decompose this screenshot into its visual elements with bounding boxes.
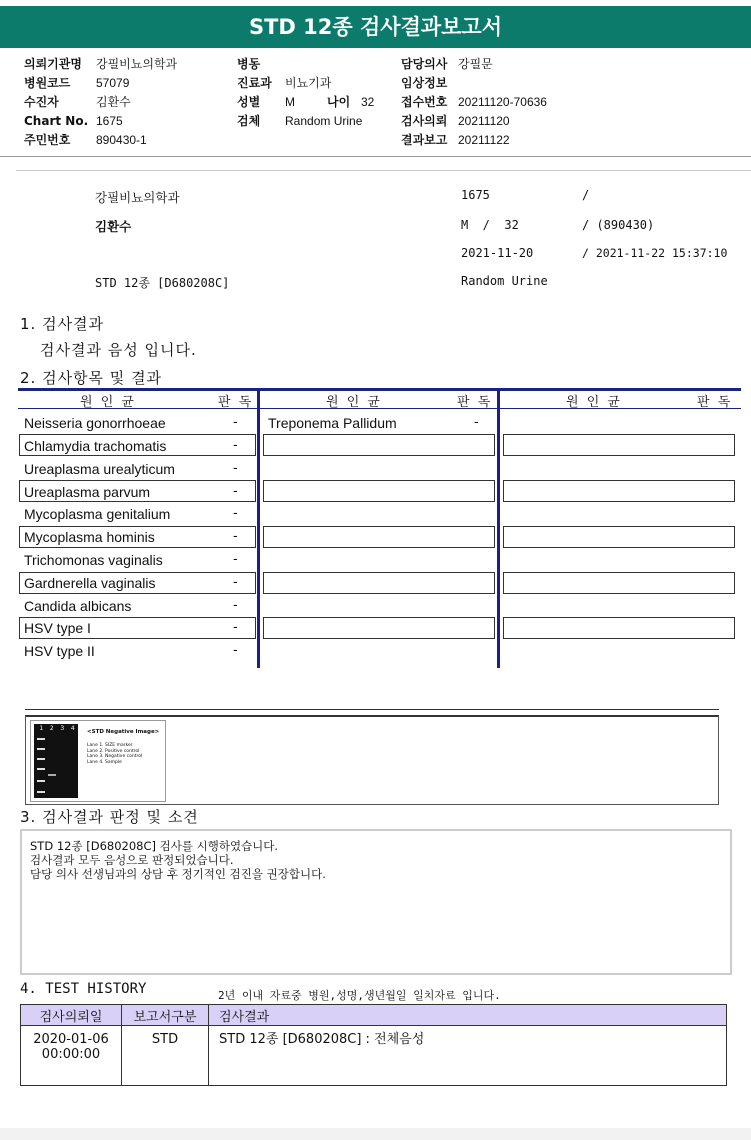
gel-lane-number: 3 (60, 725, 65, 732)
gel-band (37, 738, 45, 740)
pathogen-name: Ureaplasma parvum (24, 484, 151, 500)
gel-lane-number: 2 (49, 725, 54, 732)
pathogen-result: - (233, 575, 238, 590)
row-box (263, 526, 495, 548)
pathogen-result: - (233, 506, 238, 521)
gel-lane-number: 4 (70, 725, 75, 732)
gel-legend-item: Lane 1. SIZE marker (87, 743, 133, 748)
header-value: 20211120-70636 (458, 95, 547, 109)
header-label: 병원코드 (24, 76, 71, 90)
pathogen-result: - (233, 461, 238, 476)
section-3-title: 3. 검사결과 판정 및 소견 (20, 808, 199, 826)
pathogen-result: - (233, 643, 238, 658)
header-value: 강필문 (458, 57, 493, 71)
history-type: STD (122, 1026, 209, 1086)
gel-legend-item: Lane 2. Positive control (87, 748, 140, 754)
info-request-date: 2021-11-20 (461, 246, 534, 260)
header-value: M (285, 95, 295, 109)
history-header-row (21, 1005, 727, 1026)
info-hospital: 강필비뇨의학과 (95, 190, 180, 205)
header-label: 주민번호 (24, 133, 71, 147)
info-report-date: / 2021-11-22 15:37:10 (582, 246, 728, 260)
comment-line: 검사결과 모두 음성으로 판정되었습니다. (30, 853, 234, 867)
pathogen-result: - (233, 484, 238, 499)
history-date: 2020-01-06 (33, 1032, 109, 1047)
image-divider (25, 709, 719, 710)
header-value: 강필비뇨의학과 (96, 57, 178, 71)
row-box (503, 434, 735, 456)
row-box (263, 617, 495, 639)
history-time: 00:00:00 (41, 1047, 101, 1062)
comment-box (20, 829, 732, 975)
pathogen-name: Treponema Pallidum (268, 415, 397, 431)
pathogen-result: - (233, 620, 238, 635)
result-summary: 검사결과 음성 입니다. (40, 341, 197, 359)
pathogen-result: - (233, 529, 238, 544)
row-box (263, 434, 495, 456)
row-box (503, 572, 735, 594)
col-header-result: 판 독 (697, 395, 733, 410)
pathogen-result: - (233, 598, 238, 613)
pathogen-name: Neisseria gonorrhoeae (24, 415, 166, 431)
pathogen-name: Chlamydia trachomatis (24, 438, 167, 454)
pathogen-name: Candida albicans (24, 598, 132, 614)
comment-line: 담당 의사 선생님과의 상담 후 정기적인 검진을 권장합니다. (30, 867, 326, 881)
gel-lane-number: 1 (39, 725, 44, 732)
gel-band (37, 758, 45, 760)
row-box (503, 480, 735, 502)
gel-legend-item: Lane 4. Sample (87, 759, 122, 765)
header-label: 성별 (237, 95, 261, 109)
header-value: 20211120 (458, 114, 510, 128)
header-label: 결과보고 (401, 133, 448, 147)
gel-legend (87, 743, 142, 765)
col-header-pathogen: 원 인 균 (80, 395, 136, 410)
pathogen-name: Mycoplasma hominis (24, 529, 155, 545)
header-col-2 (237, 55, 374, 131)
header-value: 57079 (96, 76, 130, 90)
header-label: 검체 (237, 114, 261, 128)
section-2-title: 2. 검사항목 및 결과 (20, 369, 163, 387)
gel-band (37, 768, 45, 770)
col-header-result: 판 독 (218, 395, 254, 410)
pathogen-result: - (233, 415, 238, 430)
history-result: STD 12종 [D680208C] : 전체음성 (209, 1026, 727, 1086)
section-4-title: 4. TEST HISTORY (20, 981, 147, 997)
header-label: Chart No. (24, 114, 89, 128)
row-box (263, 480, 495, 502)
header-label: 나이 (327, 95, 351, 109)
row-box (503, 526, 735, 548)
table-column-divider (497, 388, 500, 668)
header-value: Random Urine (285, 114, 363, 128)
header-label: 검사의뢰 (401, 114, 448, 128)
gel-image (30, 720, 166, 802)
info-divider (16, 170, 751, 171)
header-value: 32 (361, 95, 375, 109)
header-col-1 (24, 55, 177, 150)
header-label: 진료과 (237, 76, 272, 90)
header-value: 1675 (96, 114, 123, 128)
gel-picture (34, 724, 78, 798)
row-box (503, 617, 735, 639)
header-label: 접수번호 (401, 95, 448, 109)
col-header-pathogen: 원 인 균 (326, 395, 382, 410)
header-label: 의뢰기관명 (24, 57, 82, 71)
history-table (20, 1004, 727, 1086)
header-label: 병동 (237, 57, 261, 71)
pathogen-name: Ureaplasma urealyticum (24, 461, 175, 477)
pathogen-name: HSV type I (24, 620, 91, 636)
col-header-pathogen: 원 인 균 (566, 395, 622, 410)
gel-band (37, 791, 45, 793)
table-column-divider (257, 388, 260, 668)
header-label: 담당의사 (401, 57, 448, 71)
info-sex-age: M / 32 (461, 218, 519, 232)
history-note: 2년 이내 자료중 병원,성명,생년월일 일치자료 입니다. (218, 989, 501, 1002)
col-header-result: 판 독 (457, 395, 493, 410)
header-col-3 (401, 55, 547, 150)
row-box (263, 572, 495, 594)
history-header: 검사결과 (209, 1005, 727, 1026)
gel-band (48, 774, 56, 776)
history-header: 보고서구분 (122, 1005, 209, 1026)
info-chart: 1675 (461, 188, 490, 202)
pathogen-result: - (233, 552, 238, 567)
gel-band (37, 780, 45, 782)
table-row (21, 1026, 727, 1086)
header-value: 김환수 (96, 95, 131, 109)
info-slash: / (582, 188, 590, 202)
comment-line: STD 12종 [D680208C] 검사를 시행하였습니다. (30, 839, 279, 853)
pathogen-name: HSV type II (24, 643, 95, 659)
info-name: 김환수 (95, 219, 132, 234)
pathogen-result: - (474, 415, 479, 430)
info-birth: / (890430) (582, 218, 655, 232)
report-title: STD 12종 검사결과보고서 (0, 6, 751, 48)
gel-lane-numbers (36, 725, 78, 732)
pathogen-name: Trichomonas vaginalis (24, 552, 163, 568)
history-header: 검사의뢰일 (21, 1005, 122, 1026)
pathogen-name: Mycoplasma genitalium (24, 506, 171, 522)
pathogen-result: - (233, 438, 238, 453)
header-value: 20211122 (458, 133, 510, 147)
header-value: 비뇨기과 (285, 76, 332, 90)
header-value: 890430-1 (96, 133, 147, 147)
info-specimen: Random Urine (461, 274, 548, 288)
header-label: 임상정보 (401, 76, 448, 90)
header-label: 수진자 (24, 95, 59, 109)
pathogen-name: Gardnerella vaginalis (24, 575, 156, 591)
header-divider (0, 156, 751, 157)
gel-band (37, 748, 45, 750)
info-test: STD 12종 [D680208C] (95, 276, 230, 290)
history-date-cell (21, 1026, 122, 1086)
gel-caption: <STD Negative Image> (87, 729, 160, 735)
gel-legend-item: Lane 3. Negative control (87, 754, 143, 759)
section-1-title: 1. 검사결과 (20, 315, 105, 333)
